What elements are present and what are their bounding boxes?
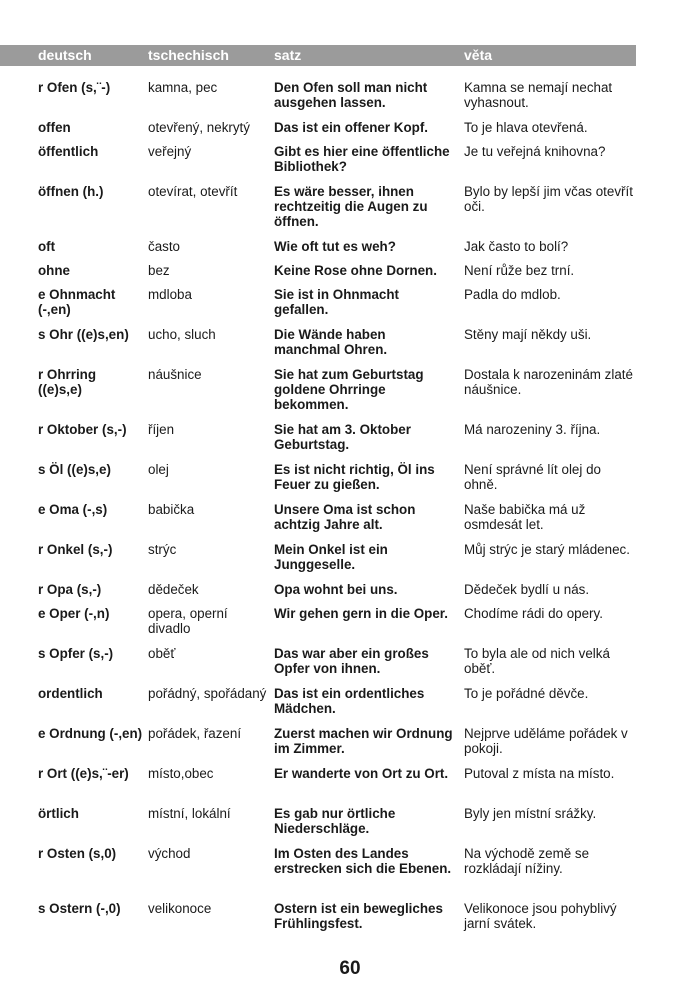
cell-veta: Má narozeniny 3. října.	[464, 422, 601, 437]
cell-veta: To je hlava otevřená.	[464, 120, 588, 135]
header-deutsch: deutsch	[38, 47, 92, 63]
cell-veta: Chodíme rádi do opery.	[464, 606, 603, 621]
table-row	[0, 367, 700, 422]
cell-tschechisch: dědeček	[148, 582, 199, 597]
cell-tschechisch: místo,obec	[148, 766, 214, 781]
cell-satz: Gibt es hier eine öffentliche Bibliothek?	[274, 144, 450, 174]
table-row	[0, 239, 700, 263]
cell-deutsch: r Opa (s,-)	[38, 582, 102, 597]
cell-deutsch: s Ohr ((e)s,en)	[38, 327, 129, 342]
cell-deutsch: öffentlich	[38, 144, 99, 159]
cell-deutsch: s Ostern (-,0)	[38, 901, 121, 916]
cell-veta: Nejprve uděláme pořádek v pokoji.	[464, 726, 628, 756]
cell-satz: Das ist ein offener Kopf.	[274, 120, 429, 135]
cell-deutsch: ohne	[38, 263, 70, 278]
table-row	[0, 766, 700, 806]
cell-deutsch: r Oktober (s,-)	[38, 422, 127, 437]
cell-veta: Jak často to bolí?	[464, 239, 569, 254]
cell-tschechisch: pořádný, spořádaný	[148, 686, 267, 701]
table-row	[0, 726, 700, 766]
table-row	[0, 120, 700, 144]
cell-satz: Sie ist in Ohnmacht gefallen.	[274, 287, 400, 317]
cell-deutsch: oft	[38, 239, 56, 254]
cell-satz: Wie oft tut es weh?	[274, 239, 396, 254]
cell-satz: Es gab nur örtliche Niederschläge.	[274, 806, 396, 836]
cell-deutsch: r Onkel (s,-)	[38, 542, 113, 557]
table-row	[0, 462, 700, 502]
header-tschechisch: tschechisch	[148, 47, 229, 63]
cell-veta: To je pořádné děvče.	[464, 686, 589, 701]
cell-tschechisch: často	[148, 239, 181, 254]
table-row	[0, 582, 700, 606]
table-row	[0, 646, 700, 686]
cell-deutsch: s Öl ((e)s,e)	[38, 462, 111, 477]
cell-veta: Kamna se nemají nechat vyhasnout.	[464, 80, 613, 110]
cell-satz: Er wanderte von Ort zu Ort.	[274, 766, 449, 781]
cell-veta: Velikonoce jsou pohyblivý jarní svátek.	[464, 901, 617, 931]
cell-veta: Byly jen místní srážky.	[464, 806, 597, 821]
table-row	[0, 686, 700, 726]
cell-tschechisch: veřejný	[148, 144, 192, 159]
table-row	[0, 80, 700, 120]
cell-deutsch: r Ofen (s,¨-)	[38, 80, 111, 95]
cell-tschechisch: opera, operní divadlo	[148, 606, 228, 636]
cell-veta: Dostala k narozeninám zlaté náušnice.	[464, 367, 633, 397]
cell-veta: Dědeček bydlí u nás.	[464, 582, 590, 597]
cell-tschechisch: bez	[148, 263, 170, 278]
cell-veta: Můj strýc je starý mládenec.	[464, 542, 630, 557]
cell-tschechisch: otevřený, nekrytý	[148, 120, 250, 135]
vocabulary-table	[0, 80, 700, 956]
cell-tschechisch: východ	[148, 846, 191, 861]
cell-deutsch: öffnen (h.)	[38, 184, 104, 199]
cell-satz: Die Wände haben manchmal Ohren.	[274, 327, 388, 357]
cell-tschechisch: ucho, sluch	[148, 327, 216, 342]
cell-deutsch: örtlich	[38, 806, 79, 821]
cell-deutsch: r Ohrring ((e)s,e)	[38, 367, 97, 397]
cell-deutsch: s Opfer (s,-)	[38, 646, 114, 661]
cell-satz: Zuerst machen wir Ordnung im Zimmer.	[274, 726, 453, 756]
cell-veta: Stěny mají někdy uši.	[464, 327, 592, 342]
cell-deutsch: ordentlich	[38, 686, 103, 701]
table-row	[0, 806, 700, 846]
table-row	[0, 846, 700, 901]
cell-tschechisch: kamna, pec	[148, 80, 218, 95]
table-row	[0, 263, 700, 287]
cell-veta: Na východě země se rozkládají nížiny.	[464, 846, 590, 876]
cell-satz: Das ist ein ordentliches Mädchen.	[274, 686, 425, 716]
cell-veta: Naše babička má už osmdesát let.	[464, 502, 586, 532]
cell-tschechisch: strýc	[148, 542, 177, 557]
table-row	[0, 502, 700, 542]
cell-satz: Das war aber ein großes Opfer von ihnen.	[274, 646, 429, 676]
table-row	[0, 184, 700, 239]
cell-satz: Opa wohnt bei uns.	[274, 582, 398, 597]
cell-deutsch: r Ort ((e)s,¨-er)	[38, 766, 129, 781]
table-row	[0, 542, 700, 582]
cell-tschechisch: babička	[148, 502, 195, 517]
cell-tschechisch: místní, lokální	[148, 806, 231, 821]
cell-satz: Im Osten des Landes erstrecken sich die Ebenen.	[274, 846, 452, 876]
cell-tschechisch: oběť	[148, 646, 176, 661]
cell-deutsch: offen	[38, 120, 71, 135]
cell-satz: Unsere Oma ist schon achtzig Jahre alt.	[274, 502, 416, 532]
cell-deutsch: e Ohnmacht (-,en)	[38, 287, 116, 317]
cell-satz: Sie hat am 3. Oktober Geburtstag.	[274, 422, 411, 452]
table-row	[0, 422, 700, 462]
cell-tschechisch: náušnice	[148, 367, 202, 382]
table-row	[0, 606, 700, 646]
table-row	[0, 287, 700, 327]
cell-satz: Wir gehen gern in die Oper.	[274, 606, 448, 621]
cell-deutsch: e Oma (-,s)	[38, 502, 108, 517]
cell-tschechisch: říjen	[148, 422, 175, 437]
header-veta: věta	[464, 47, 493, 63]
table-header	[0, 45, 636, 66]
cell-veta: Není správné lít olej do ohně.	[464, 462, 601, 492]
page-number: 60	[339, 958, 361, 979]
table-row	[0, 144, 700, 184]
table-row	[0, 327, 700, 367]
cell-veta: Je tu veřejná knihovna?	[464, 144, 606, 159]
cell-satz: Es wäre besser, ihnen rechtzeitig die Augen zu öffnen.	[274, 184, 428, 229]
cell-veta: Bylo by lepší jim včas otevřít oči.	[464, 184, 633, 214]
cell-tschechisch: pořádek, řazení	[148, 726, 242, 741]
cell-tschechisch: otevírat, otevřít	[148, 184, 238, 199]
cell-satz: Den Ofen soll man nicht ausgehen lassen.	[274, 80, 428, 110]
table-row	[0, 901, 700, 956]
cell-veta: Padla do mdlob.	[464, 287, 561, 302]
cell-deutsch: r Osten (s,0)	[38, 846, 117, 861]
cell-satz: Sie hat zum Geburtstag goldene Ohrringe bekommen.	[274, 367, 424, 412]
cell-veta: Není růže bez trní.	[464, 263, 575, 278]
header-satz: satz	[274, 47, 302, 63]
cell-veta: To byla ale od nich velká oběť.	[464, 646, 610, 676]
cell-satz: Mein Onkel ist ein Junggeselle.	[274, 542, 388, 572]
cell-satz: Ostern ist ein bewegliches Frühlingsfest.	[274, 901, 443, 931]
cell-deutsch: e Oper (-,n)	[38, 606, 110, 621]
cell-tschechisch: mdloba	[148, 287, 192, 302]
cell-deutsch: e Ordnung (-,en)	[38, 726, 143, 741]
cell-tschechisch: olej	[148, 462, 169, 477]
cell-satz: Es ist nicht richtig, Öl ins Feuer zu gießen.	[274, 462, 435, 492]
cell-satz: Keine Rose ohne Dornen.	[274, 263, 437, 278]
cell-veta: Putoval z místa na místo.	[464, 766, 615, 781]
cell-tschechisch: velikonoce	[148, 901, 212, 916]
